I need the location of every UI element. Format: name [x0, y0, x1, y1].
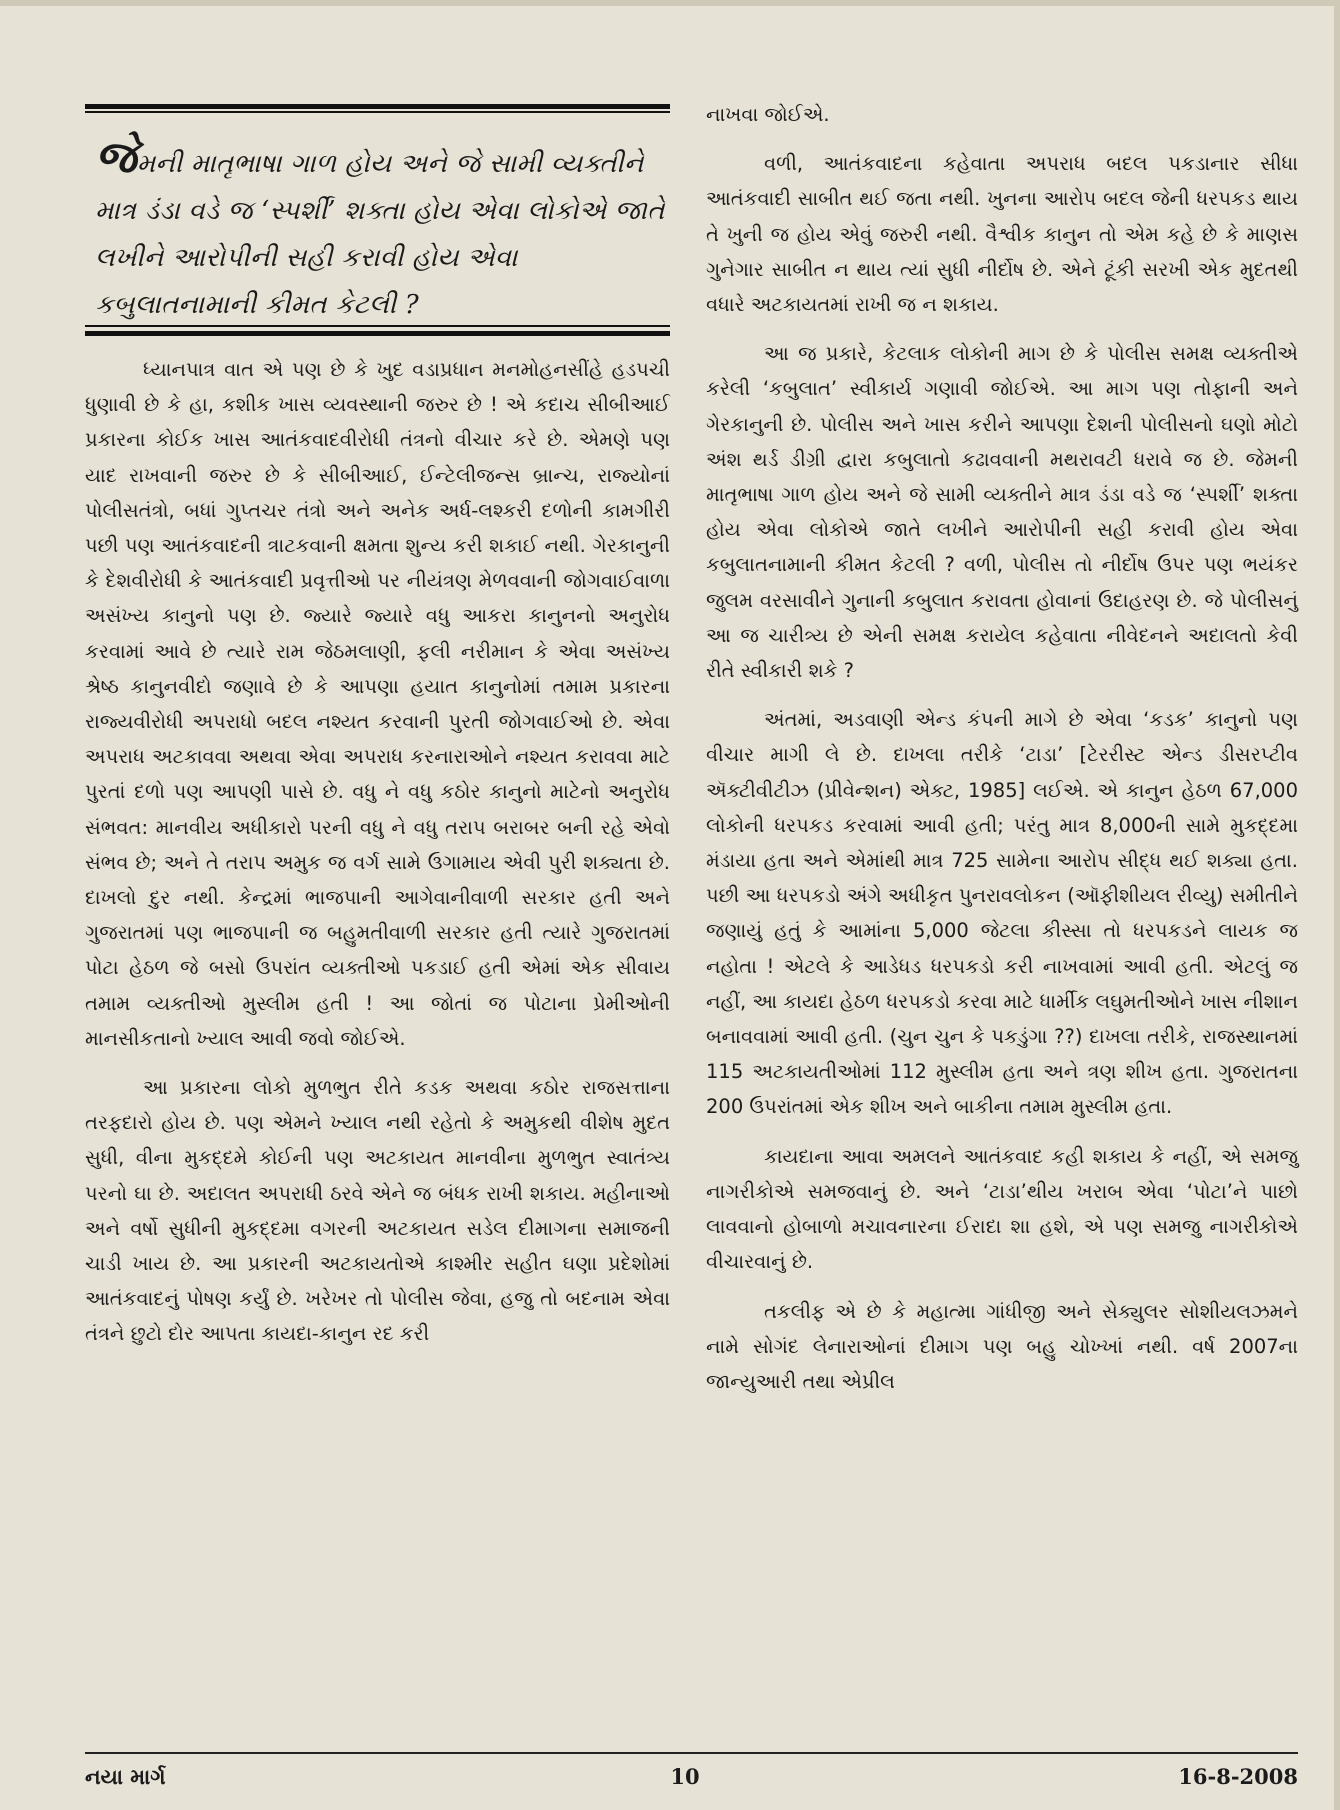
paragraph: વળી, આતંકવાદના કહેવાતા અપરાધ બદલ પકડાનાર સીધા આતંકવાદી સાબીત થઈ જતા નથી. ખુનના આરોપ બદલ જેની ધરપકડ થાય તે ખુની જ હોય એવું જરુરી નથી. વૈશ્વીક કાનુન તો એમ કહે છે કે માણસ ગુનેગાર સાબીત ન થાય ત્યાં સુધી નીર્દોષ છે. એને ટૂંકી સરખી એક મુદતથી વધારે અટકાયતમાં રાખી જ ન શકાય.: [706, 152, 1298, 317]
pullquote-bottom-rule: [85, 331, 670, 336]
footer-rule: [85, 1752, 1298, 1754]
paragraph: કાયદાના આવા અમલને આતંકવાદ કહી શકાય કે નહીં, એ સમજુ નાગરીકોએ સમજવાનું છે. અને ‘ટાડા’થીય ખરાબ એવા ‘પોટા’ને પાછો લાવવાનો હોબાળો મચાવનારના ઈરાદા શા હશે, એ પણ સમજુ નાગરીકોએ વીચારવાનું છે.: [706, 1144, 1298, 1274]
pullquote-text: મની માતૃભાષા ગાળ હોય અને જે સામી વ્યક્તીને માત્ર ડંડા વડે જ ‘સ્પર્શી’ શક્તા હોય એવા લોકોએ જાતે લખીને આરોપીની સહી કરાવી હોય એવા કબુલાતનામાની કીમત કેટલી ?: [95, 149, 665, 320]
paragraph: અંતમાં, અડવાણી એન્ડ કંપની માગે છે એવા ‘કડક’ કાનુનો પણ વીચાર માગી લે છે. દાખલા તરીકે ‘ટાડા’ [ટેરરીસ્ટ એન્ડ ડીસરપ્ટીવ ઍક્ટીવીટીઝ (પ્રીવેન્શન) એક્ટ, 1985] લઈએ. એ કાનુન હેઠળ 67,000 લોકોની ધરપકડ કરવામાં આવી હતી; પરંતુ માત્ર 8,000ની સામે મુકદ્દમા મંડાયા હતા અને એમાંથી માત્ર 725 સામેના આરોપ સીદ્ધ થઈ શક્યા હતા. પછી આ ધરપકડો અંગે અધીકૃત પુનરાવલોકન (ઑફીશીયલ રીવ્યુ) સમીતીને જણાયું હતું કે આમાંના 5,000 જેટલા કીસ્સા તો ધરપકડને લાયક જ નહોતા ! એટલે કે આડેધડ ધરપકડો કરી નાખવામાં આવી હતી. એટલું જ નહીં, આ કાયદા હેઠળ ધરપકડો કરવા માટે ધાર્મીક લઘુમતીઓને ખાસ નીશાન બનાવવામાં આવી હતી. (ચુન ચુન કે પકડુંગા ??) દાખલા તરીકે, રાજસ્થાનમાં 115 અટકાયતીઓમાં 112 મુસ્લીમ હતા અને ત્રણ શીખ હતા. ગુજરાતના 200 ઉપરાંતમાં એક શીખ અને બાકીના તમામ મુસ્લીમ હતા.: [706, 708, 1298, 1119]
scan-edge: [0, 0, 1340, 6]
pullquote-top-rule-thin: [85, 111, 670, 113]
paragraph: નાખવા જોઈએ.: [706, 103, 830, 126]
paragraph: આ જ પ્રકારે, કેટલાક લોકોની માગ છે કે પોલીસ સમક્ષ વ્યક્તીએ કરેલી ‘કબુલાત’ સ્વીકાર્ય ગણાવી જોઈએ. આ માગ પણ તોફાની અને ગેરકાનુની છે. પોલીસ અને ખાસ કરીને આપણા દેશની પોલીસનો ઘણો મોટો અંશ થર્ડ ડીગ્રી દ્વારા કબુલાતો કઢાવવાની મથરાવટી ધરાવે જ છે. જેમની માતૃભાષા ગાળ હોય અને જે સામી વ્યક્તીને માત્ર ડંડા વડે જ ‘સ્પર્શી’ શક્તા હોય એવા લોકોએ જાતે લખીને આરોપીની સહી કરાવી હોય એવા કબુલાતનામાની કીમત કેટલી ? વળી, પોલીસ તો નીર્દોષ ઉપર પણ ભયંકર જુલમ વરસાવીને ગુનાની કબુલાત કરાવતા હોવાનાં ઉદાહરણ છે. જે પોલીસનું આ જ ચારીત્ર્ય છે એની સમક્ષ કરાયેલ કહેવાતા નીવેદનને અદાલતો કેવી રીતે સ્વીકારી શકે ?: [706, 342, 1298, 683]
paragraph: તકલીફ એ છે કે મહાત્મા ગાંધીજી અને સેક્યુલર સોશીયલઝમને નામે સોગંદ લેનારાઓનાં દીમાગ પણ બહુ ચોખ્ખાં નથી. વર્ષ 2007ના જાન્યુઆરી તથા એપ્રીલ: [706, 1299, 1298, 1393]
pullquote: [95, 134, 665, 329]
pullquote-dropcap: જે: [95, 132, 137, 183]
left-column: [85, 352, 670, 1366]
pullquote-bottom-rule-thin: [85, 325, 670, 327]
paragraph: ધ્યાનપાત્ર વાત એ પણ છે કે ખુદ વડાપ્રધાન મનમોહનસીંહે હડપચી ધુણાવી છે કે હા, કશીક ખાસ વ્યવસ્થાની જરુર છે ! એ કદાચ સીબીઆઈ પ્રકારના કોઈક ખાસ આતંકવાદવીરોધી તંત્રનો વીચાર કરે છે. એમણે પણ યાદ રાખવાની જરુર છે કે સીબીઆઈ, ઈન્ટેલીજન્સ બ્રાન્ચ, રાજ્યોનાં પોલીસતંત્રો, બધાં ગુપ્તચર તંત્રો અને અનેક અર્ધ-લશ્કરી દળોની કામગીરી પછી પણ આતંકવાદની ત્રાટકવાની ક્ષમતા શુન્ય કરી શકાઈ નથી. ગેરકાનુની કે દેશવીરોધી કે આતંકવાદી પ્રવૃત્તીઓ પર નીયંત્રણ મેળવવાની જોગવાઈવાળા અસંખ્ય કાનુનો પણ છે. જ્યારે જ્યારે વધુ આકરા કાનુનનો અનુરોધ કરવામાં આવે છે ત્યારે રામ જેઠમલાણી, ફલી નરીમાન કે એવા અસંખ્ય શ્રેષ્ઠ કાનુનવીદો જણાવે છે કે આપણા હયાત કાનુનોમાં તમામ પ્રકારના રાજ્યવીરોધી અપરાધો બદલ નશ્યત કરવાની પુરતી જોગવાઈઓ છે. એવા અપરાધ અટકાવવા અથવા એવા અપરાધ કરનારાઓને નશ્યત કરાવવા માટે પુરતાં દળો પણ આપણી પાસે છે. વધુ ને વધુ કઠોર કાનુનો માટેનો અનુરોધ સંભવત: માનવીય અધીકારો પરની વધુ ને વધુ તરાપ બરાબર બની રહે એવો સંભવ છે; અને તે તરાપ અમુક જ વર્ગ સામે ઉગામાય એવી પુરી શક્યતા છે. દાખલો દુર નથી. કેન્દ્રમાં ભાજપાની આગેવાનીવાળી સરકાર હતી અને ગુજરાતમાં પણ ભાજપાની જ બહુમતીવાળી સરકાર હતી ત્યારે ગુજરાતમાં પોટા હેઠળ જે બસો ઉપરાંત વ્યક્તીઓ પકડાઈ હતી એમાં એક સીવાય તમામ વ્યક્તીઓ મુસ્લીમ હતી ! આ જોતાં જ પોટાના પ્રેમીઓની માનસીકતાનો ખ્યાલ આવી જવો જોઈએ.: [85, 358, 670, 1050]
page-number: 10: [670, 1764, 700, 1789]
paragraph: આ પ્રકારના લોકો મુળભુત રીતે કડક અથવા કઠોર રાજસત્તાના તરફદારો હોય છે. પણ એમને ખ્યાલ નથી રહેતો કે અમુકથી વીશેષ મુદત સુધી, વીના મુકદ્દમે કોઈની પણ અટકાયત માનવીના મુળભુત સ્વાતંત્ર્ય પરનો ઘા છે. અદાલત અપરાધી ઠરવે એને જ બંધક રાખી શકાય. મહીનાઓ અને વર્ષો સુધીની મુકદ્દમા વગરની અટકાયત સડેલ દીમાગના સમાજની ચાડી ખાય છે. આ પ્રકારની અટકાયતોએ કાશ્મીર સહીત ઘણા પ્રદેશોમાં આતંકવાદનું પોષણ કર્યું છે. ખરેખર તો પોલીસ જેવા, હજુ તો બદનામ એવા તંત્રને છુટો દોર આપતા કાયદા-કાનુન રદ કરી: [85, 1076, 670, 1346]
issue-date: 16-8-2008: [1178, 1764, 1298, 1789]
publication-name: નયા માર્ગ: [85, 1764, 166, 1789]
right-column: [706, 97, 1298, 1413]
page-footer: [85, 1756, 1298, 1796]
scan-edge: [1334, 0, 1340, 1810]
pullquote-top-rule: [85, 104, 670, 109]
